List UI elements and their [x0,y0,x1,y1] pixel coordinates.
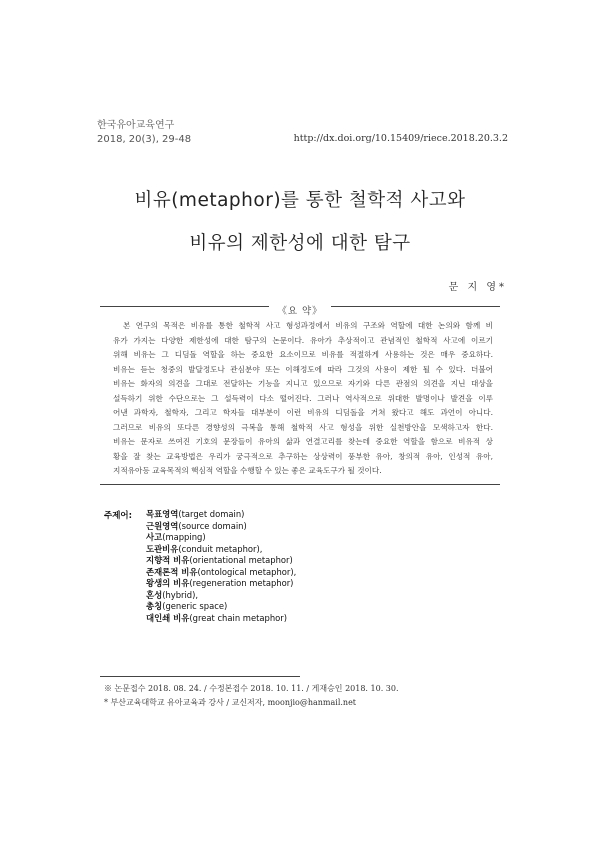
abstract-line: 비유는 듣는 청중의 발달정도나 관심분야 또는 이해정도에 따라 그것의 사용이 제한 될 수 있다. 더불어 [113,364,493,374]
keywords-list [146,509,296,624]
abstract-line: 비유는 문자로 쓰여진 기호의 문장들이 유아의 삶과 연결고리를 찾는데 중요한 역할을 함으로 비유적 상 [113,437,493,446]
keyword-term: 도관비유 [146,543,179,554]
abstract-line: 지적유아등 교육목적의 핵심적 역할을 수행할 수 있는 좋은 교육도구가 될 것이다. [113,466,382,475]
abstract-line: 유가 가지는 다양한 제한성에 대한 탐구의 논문이다. 유아가 추상적이고 관념적인 철학적 사고에 이르기 [113,335,493,345]
abstract-line: 본 연구의 목적은 비유를 통한 철학적 사고 형성과정에서 비유의 구조와 역할에 대한 논의와 함께 비 [123,321,493,330]
keyword-en: (conduit metaphor), [178,543,263,554]
abstract-line: 설득하기 위한 수단으로는 그 설득력이 다소 떨어진다. 그러나 역사적으로 위대한 발명이나 발견을 이루 [113,393,493,403]
keyword-term: 사고 [146,532,163,542]
keyword-term: 지향적 비유 [146,555,190,565]
keyword-en: (target domain) [178,509,245,519]
keyword-item [146,567,296,579]
keyword-en: (orientational metaphor) [189,555,293,565]
keyword-item [146,613,296,625]
footnote-dates: ※ 논문접수 2018. 08. 24. / 수정본접수 2018. 10. 11. / 게재승인 2018. 10. 30. [104,684,399,693]
abstract-line: 비유는 화자의 의견을 그대로 전달하는 기능을 지니고 있으므로 자기와 다른 관점의 의견을 지닌 대상을 [113,379,493,388]
keyword-term: 혼성 [146,589,163,600]
abstract-heading: 《요 약》 [269,306,330,317]
keyword-term: 왕생의 비유 [146,578,190,588]
keyword-item [146,521,296,533]
journal-info [97,119,191,147]
keyword-item [146,555,296,567]
abstract-line: 그러므로 비유의 또다른 경향성의 극복을 통해 철학적 사고 형성을 위한 실천방안을 모색하고자 한다. [113,422,493,432]
keyword-en: (great chain metaphor) [189,612,287,623]
keyword-en: (regeneration metaphor) [189,578,294,588]
keyword-term: 근원영역 [146,520,179,531]
abstract-body [113,319,493,479]
abstract-line: 위해 비유는 그 디딤돌 역할을 하는 중요한 요소이므로 비유를 적절하게 사용하는 것은 매우 중요하다. [113,350,493,359]
keyword-item [146,590,296,602]
abstract-bottom-rule [100,484,500,485]
keyword-en: (mapping) [162,532,206,542]
footnote-author: * 부산교육대학교 유아교육과 강사 / 교신저자, moonjio@hanmail.net [104,698,357,707]
keyword-term: 총칭 [146,601,163,611]
keyword-item [146,578,296,590]
keyword-item [146,601,296,613]
journal-volume: 2018, 20(3), 29-48 [97,134,192,145]
keyword-item [146,509,296,521]
keyword-en: (ontological metaphor), [197,566,297,577]
keywords-label: 주제어: [104,511,133,521]
keyword-en: (source domain) [178,520,247,531]
keyword-en: (generic space) [162,601,228,611]
keyword-item [146,532,296,544]
title-line-2: 비유의 제한성에 대한 탐구 [189,233,411,254]
keyword-item [146,544,296,556]
journal-name: 한국유아교육연구 [97,120,175,131]
abstract-line: 어낸 과학자, 철학자, 그리고 학자들 대부분이 이런 비유의 디딤돌을 거쳐 왔다고 해도 과언이 아니다. [113,408,493,417]
keyword-term: 대인쇄 비유 [146,612,190,623]
abstract-line: 황을 잘 찾는 교육방법은 우리가 궁극적으로 추구하는 상상력이 풍부한 유아, 창의적 유아, 인성적 유아, [113,451,493,461]
keyword-en: (hybrid), [162,589,199,600]
doi-link[interactable]: http://dx.doi.org/10.15409/riece.2018.20.3.2 [293,133,508,144]
abstract-heading-wrap [0,299,600,318]
title-line-1: 비유(metaphor)를 통한 철학적 사고와 [134,190,466,211]
keyword-term: 존재론적 비유 [146,566,198,577]
keyword-term: 목표영역 [146,509,179,519]
author-name: 문 지 영* [448,282,507,293]
footnote-rule [100,676,300,677]
